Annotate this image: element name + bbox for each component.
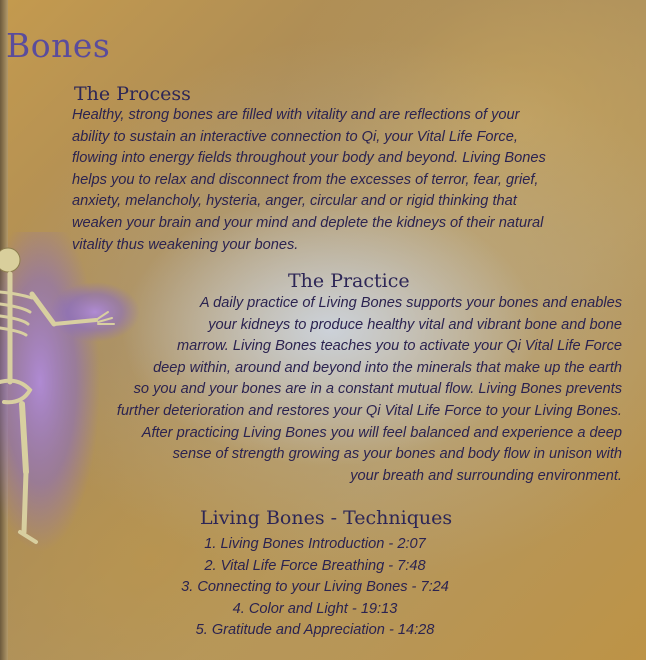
- practice-line: your breath and surrounding environment.: [350, 467, 622, 484]
- process-paragraph: [72, 105, 546, 256]
- practice-line: deep within, around and beyond into the minerals that make up the earth: [153, 359, 622, 376]
- section-heading-process: The Process: [74, 83, 191, 105]
- process-line: Healthy, strong bones are filled with vitality and are reflections of your: [72, 107, 520, 123]
- technique-item: 5. Gratitude and Appreciation - 14:28: [195, 622, 435, 639]
- practice-line: sense of strength growing as your bones and body flow in unison with: [172, 446, 622, 463]
- practice-line: After practicing Living Bones you will feel balanced and experience a deep: [141, 424, 622, 441]
- process-line: anxiety, melancholy, hysteria, anger, circular and or rigid thinking that: [72, 193, 517, 210]
- process-line: ability to sustain an interactive connection to Qi, your Vital Life Force,: [72, 128, 518, 145]
- technique-item: 1. Living Bones Introduction - 2:07: [204, 536, 426, 552]
- process-line: flowing into energy fields throughout your body and beyond. Living Bones: [72, 150, 546, 167]
- process-line: helps you to relax and disconnect from the excesses of terror, fear, grief,: [72, 171, 539, 188]
- practice-line: your kidneys to produce healthy vital and vibrant bone and bone: [208, 316, 622, 333]
- section-heading-techniques: Living Bones - Techniques: [200, 507, 453, 529]
- practice-paragraph: [117, 293, 622, 487]
- technique-item: 4. Color and Light - 19:13: [232, 600, 398, 617]
- techniques-list: [150, 534, 480, 642]
- section-heading-practice: The Practice: [288, 270, 410, 292]
- page-title: Bones: [6, 26, 111, 65]
- process-line: vitality thus weakening your bones.: [72, 236, 299, 253]
- practice-line: so you and your bones are in a constant mutual flow. Living Bones prevents: [133, 381, 622, 398]
- technique-item: 2. Vital Life Force Breathing - 7:48: [204, 557, 426, 574]
- practice-line: marrow. Living Bones teaches you to activate your Qi Vital Life Force: [176, 338, 622, 355]
- technique-item: 3. Connecting to your Living Bones - 7:24: [181, 579, 449, 596]
- process-line: weaken your brain and your mind and deplete the kidneys of their natural: [72, 214, 544, 231]
- practice-line: further deterioration and restores your Qi Vital Life Force to your Living Bones.: [116, 402, 622, 419]
- practice-line: A daily practice of Living Bones supports your bones and enables: [199, 295, 622, 311]
